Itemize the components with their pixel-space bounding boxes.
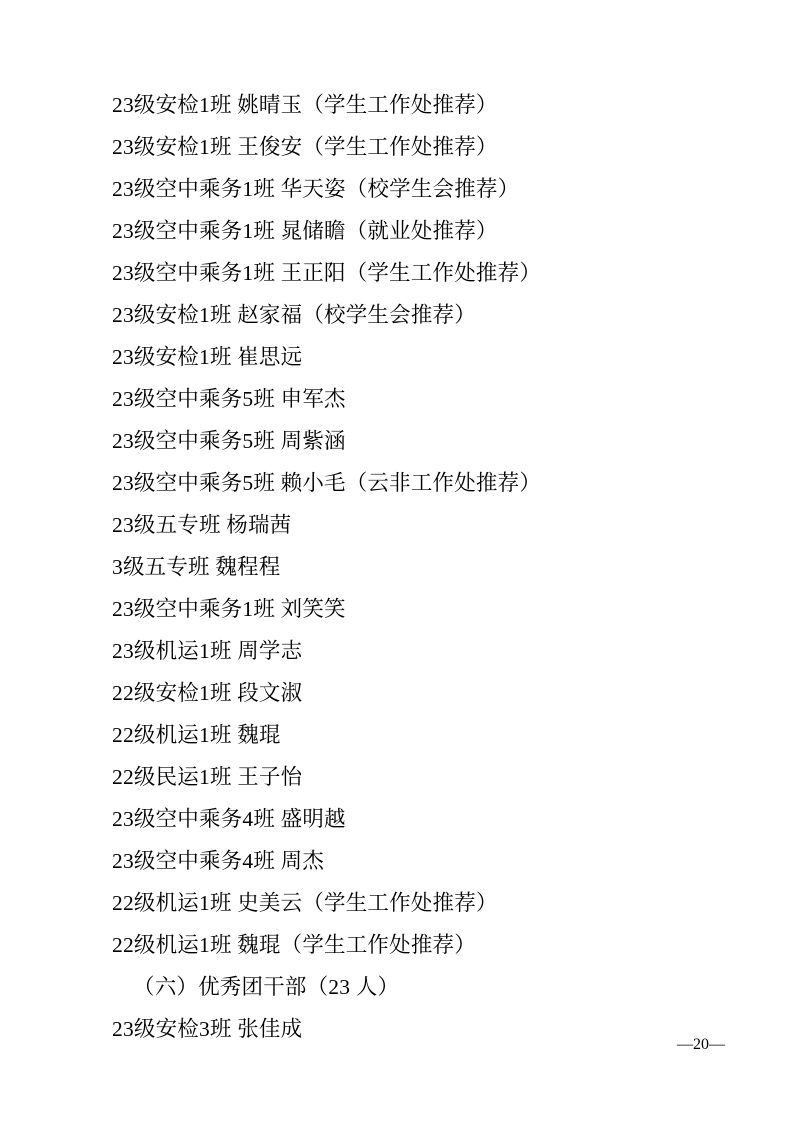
list-item: 23级空中乘务5班 赖小毛（云非工作处推荐） xyxy=(112,471,542,495)
list-item: 23级安检1班 姚晴玉（学生工作处推荐） xyxy=(112,93,498,117)
list-item: 22级机运1班 魏琨 xyxy=(112,723,281,747)
list-item: 23级安检1班 王俊安（学生工作处推荐） xyxy=(112,135,498,159)
list-item: 23级空中乘务5班 周紫涵 xyxy=(112,429,346,453)
list-item: 23级安检1班 崔思远 xyxy=(112,345,303,369)
list-item: 23级安检1班 赵家福（校学生会推荐） xyxy=(112,303,476,327)
list-item: 22级机运1班 魏琨（学生工作处推荐） xyxy=(112,933,476,957)
list-item: 23级空中乘务1班 华天姿（校学生会推荐） xyxy=(112,177,520,201)
list-item: 23级安检3班 张佳成 xyxy=(112,1017,303,1041)
list-item: 23级空中乘务4班 盛明越 xyxy=(112,807,346,831)
list-item: 3级五专班 魏程程 xyxy=(112,555,281,579)
section-heading: （六）优秀团干部（23 人） xyxy=(133,975,400,999)
list-item: 23级空中乘务4班 周杰 xyxy=(112,849,325,873)
list-item: 22级安检1班 段文淑 xyxy=(112,681,303,705)
list-item: 23级空中乘务5班 申军杰 xyxy=(112,387,346,411)
page-number: —20— xyxy=(677,1036,725,1053)
list-item: 23级空中乘务1班 晁储瞻（就业处推荐） xyxy=(112,219,498,243)
list-item: 23级五专班 杨瑞茜 xyxy=(112,513,292,537)
list-item: 23级空中乘务1班 王正阳（学生工作处推荐） xyxy=(112,261,542,285)
list-item: 23级机运1班 周学志 xyxy=(112,639,303,663)
list-item: 22级民运1班 王子怡 xyxy=(112,765,303,789)
list-item: 22级机运1班 史美云（学生工作处推荐） xyxy=(112,891,498,915)
list-item: 23级空中乘务1班 刘笑笑 xyxy=(112,597,346,621)
document-body xyxy=(112,84,723,1050)
